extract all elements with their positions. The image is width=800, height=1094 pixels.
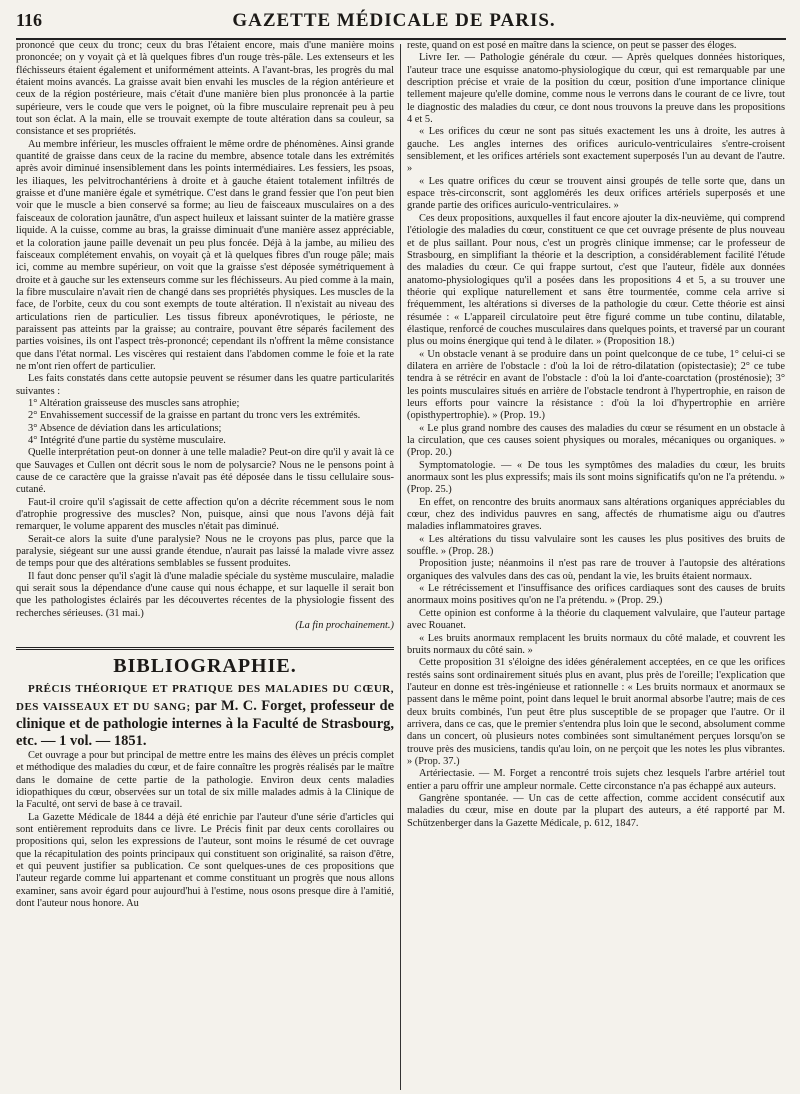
paragraph: Serait-ce alors la suite d'une paralysie? Nous ne le croyons pas plus, parce que la paralysie, siégeant sur une aussi grande étendue, n'aurait pas laissé la malade vivre assez de temps pour que des altérations semblables se fussent produites.: [16, 533, 394, 570]
list-item: 3° Absence de déviation dans les articulations;: [28, 422, 222, 434]
bibliography-heading: BIBLIOGRAPHIE.: [113, 654, 297, 677]
book-title-caps: PRÉCIS THÉORIQUE ET PRATIQUE DES MALADIES DU CŒUR, DES VAISSEAUX ET DU SANG;: [16, 682, 394, 713]
paragraph: Faut-il croire qu'il s'agissait de cette affection qu'on a décrite récemment sous le nom d'atrophie progressive des muscles? Non, puisque, ainsi que nous l'avons déjà fait remarquer, le volume apparent des muscles n'était pas diminué.: [16, 496, 394, 533]
journal-title: GAZETTE MÉDICALE DE PARIS.: [232, 10, 556, 31]
list-item: 2° Envahissement successif de la graisse en partant du tronc vers les extrémités.: [28, 410, 361, 422]
paragraph: Ces deux propositions, auxquelles il faut encore ajouter la dix-neuvième, qui comprend l'étiologie des maladies du cœur, constituent ce que cet ouvrage présente de plus nouveau et de plus saillant. Pour nous, c'est un progrès clinique immense; car le professeur de Strasbourg, en simplifiant la théorie et la description, a considérablement facilité l'étude des maladies du cœur. Ce qui frappe surtout, c'est que l'auteur, fidèle aux données anatomo-physiologiques qu'il a posées dans les propositions 4 et 5, a su trouver une théorie qui explique naturellement et sans être tourmentée, comme cela arrive si fréquemment, les altérations si diverses de la pathologie du cœur. Cette théorie est ainsi résumée : « L'appareil circulatoire peut être figuré comme un tube continu, dilatable, élastique, renforcé de couches musculaires dans quelques points, et traversé par un courant plus ou moins énergique qui tend à le dilater. » (Proposition 18.): [407, 212, 785, 348]
paragraph: Cette opinion est conforme à la théorie du claquement valvulaire, que l'auteur partage avec Rouanet.: [407, 607, 785, 632]
columns: [16, 40, 786, 1090]
paragraph: Les faits constatés dans cette autopsie peuvent se résumer dans les quatre particularités suivantes :: [16, 373, 394, 397]
paragraph: Quelle interprétation peut-on donner à une telle maladie? Peut-on dire qu'il y avait là ce que Sauvages et Cullen ont décrit sous le nom de polysarcie? Nous ne le pensons point à cause de ce caractère que la graisse n'avait pas été déposée dans le tissu cellulaire sous-cutané.: [16, 447, 394, 496]
section-rule: [16, 647, 394, 650]
quote: « Le plus grand nombre des causes des maladies du cœur se résument en un obstacle à la circulation, que ces causes soient physiques ou morales, mécaniques ou organiques. » (Prop. 20.): [407, 422, 785, 459]
to-be-continued: (La fin prochainement.): [295, 620, 394, 632]
paragraph: Symptomatologie. — « De tous les symptômes des maladies du cœur, les bruits anormaux sont les plus expressifs; mais ils sont moins significatifs qu'on ne l'a prétendu. » (Prop. 25.): [407, 459, 785, 496]
page-number: 116: [16, 10, 43, 30]
right-column: [401, 40, 785, 1090]
paragraph: La Gazette Médicale de 1844 a déjà été enrichie par l'auteur d'une série d'articles qui sont entièrement reproduits dans ce livre. Le Précis finit par deux cents corollaires ou propositions qui, selon les expressions de l'auteur, sont moins le résumé de cet ouvrage que la récapitulation des points principaux qui constituent son originalité, sa raison d'être, et qui peuvent justifier sa publication. Ce sont quelques-unes de ces propositions que l'auteur regarde comme lui appartenant et comme constituant un progrès que nous allons examiner, sans avoir égard pour aujourd'hui à l'estime, nous osons presque dire à l'amitié, dont l'auteur nous honore. Au: [16, 811, 394, 909]
paragraph: Proposition juste; néanmoins il n'est pas rare de trouver à l'autopsie des altérations organiques des valvules dans des cas où, pendant la vie, les bruits étaient normaux.: [407, 558, 785, 582]
quote: « Un obstacle venant à se produire dans un point quelconque de ce tube, 1° celui-ci se dilatera en arrière de l'obstacle : d'où la loi de rétro-dilatation (opistectasie); 2° ce tube tendra à se rétrécir en avant de l'obstacle : d'où la loi d'ante-coarctation (prosténosie); 3° les points musculaires situés en arrière de l'obstacle tendront à l'hypertrophie, en raison de leurs efforts pour vaincre la résistance : d'où la loi d'hypertrophie en arrière (opisthypertrophie). » (Prop. 19.): [407, 348, 785, 422]
quote: « Les orifices du cœur ne sont pas situés exactement les uns à droite, les autres à gauche. Les angles internes des orifices auriculo-ventriculaires s'entre-croisent sensiblement, et les orifices artériels sont exactement superposés l'un au devant de l'autre. »: [407, 126, 785, 175]
paragraph: Artériectasie. — M. Forget a rencontré trois sujets chez lesquels l'arbre artériel tout entier a paru offrir une ampleur normale. Cette circonstance n'a pas échappé aux auteurs.: [407, 768, 785, 792]
list-item: 4° Intégrité d'une partie du système musculaire.: [28, 435, 226, 446]
paragraph: Cet ouvrage a pour but principal de mettre entre les mains des élèves un précis complet et méthodique des maladies du cœur, et de faire connaître les progrès réalisés par le maître dans le domaine de cette partie de la pathologie. Environ deux cents maladies idiopathiques du cœur, observées sur un total de six mille malades admis à la Clinique de la Faculté, ont servi de base à ce travail.: [16, 749, 394, 811]
paragraph: Gangrène spontanée. — Un cas de cette affection, comme accident consécutif aux maladies du cœur, mise en doute par la plupart des auteurs, a été rapporté par M. Schützenberger dans la Gazette Médicale, p. 612, 1847.: [407, 792, 785, 829]
paragraph: Au membre inférieur, les muscles offraient le même ordre de phénomènes. Ainsi grande quantité de graisse dans ceux de la racine du membre, absence totale dans les extrémités après avoir diminué insensiblement dans les points intermédiaires. Les fessiers, les psoas, les iliaques, les pelvitrochantériens à droite et à gauche étaient totalement infiltrés de graisse et d'une manière égale et symétrique. C'est dans le grand fessier que l'on peut bien voir que le muscle a bien conservé sa forme; au lieu de faisceaux musculaires on a des faisceaux de coloration jaunâtre, d'un aspect huileux et laissant suinter de la matière grasse liquide. A la cuisse, comme au bras, la graisse diminuait d'une manière assez appréciable, et la coloration jaune paille devenait un peu plus foncée. Déjà à la jambe, au milieu des faisceaux complétement envahis, on voyait çà et là quelques fibres d'un rouge pâle; mais ici, comme au membre supérieur, on voit que la graisse s'est déposée symétriquement à droite et à gauche sur les extenseurs comme sur les fléchisseurs. Au pied comme à la main, la fibre musculaire n'avait rien de changé dans ses propriétés physiques. Les muscles de la face, de l'orbite, ceux du cou sont exempts de toute altération. Il n'existait au niveau des articulations rien de particulier. Les tissus fibreux aponévrotiques, le périoste, ne paraissent pas atteints par la graisse; au contraire, pouvant être séparés facilement des parties voisines, ils ont l'aspect très-prononcé; cependant ils n'offrent la même consistance que dans l'état normal. Les viscères qui restaient dans l'abdomen comme le foie et la rate ne m'ont rien offert de particulier.: [16, 138, 394, 372]
page-header: [16, 10, 786, 36]
quote: « Les bruits anormaux remplacent les bruits normaux du côté malade, et couvrent les bruits normaux du côté sain. »: [407, 632, 785, 656]
paragraph: Cette proposition 31 s'éloigne des idées généralement acceptées, en ce que les orifices restés sains sont ordinairement situés plus en avant, plus près de l'oreille; l'explication que l'auteur en donne est très-ingénieuse et rationnelle : « Les bruits normaux et anormaux se passent dans le même point, point dans lequel le bruit anormal absorbe l'autre; mais de ces deux bruits combinés, l'un peut être plus susceptible de se propager que l'autre. Or il arrivera, dans ce cas, que le premier s'entendra plus loin que le second, absolument comme dans un concert, où plusieurs notes combinées sont simultanément perçues lorsqu'on se trouve près des musiciens, tandis qu'au loin, on ne perçoit que les notes les plus vibrantes. » (Prop. 37.): [407, 657, 785, 767]
book-title: [16, 680, 394, 750]
book-title-author: par M. C. Forget, professeur de clinique et de pathologie internes à la Faculté de Strasbourg, etc. — 1 vol. — 1851.: [16, 697, 395, 749]
paragraph: reste, quand on est posé en maître dans la science, on peut se passer des éloges.: [407, 40, 737, 51]
paragraph: En effet, on rencontre des bruits anormaux sans altérations organiques appréciables du cœur, chez des individus pauvres en sang, affectés de rhumatisme aigu ou d'autres maladies inflammatoires graves.: [407, 496, 785, 533]
quote: « Le rétrécissement et l'insuffisance des orifices cardiaques sont des causes de bruits anormaux moins positives qu'on ne l'a prétendu. » (Prop. 29.): [407, 583, 785, 607]
paragraph: Livre Ier. — Pathologie générale du cœur. — Après quelques données historiques, l'auteur trace une esquisse anatomo-physiologique du cœur, qui est remarquable par une description précise et vraie de la position du cœur, position d'une importance clinique tellement majeure qu'elle domine, comme nous le verrons dans le courant de ce livre, tout le diagnostic des maladies du cœur, ce dont nous trouvons la preuve dans les propositions 4 et 5.: [407, 52, 785, 126]
list-item: 1° Altération graisseuse des muscles sans atrophie;: [28, 397, 240, 409]
left-column: [16, 40, 400, 1090]
paragraph: prononcé que ceux du tronc; ceux du bras l'étaient encore, mais d'une manière moins prononcée; on y voyait çà et là quelques fibres d'un rouge très-pâle. Les extenseurs et les fléchisseurs étaient également et uniformément atteints. A l'avant-bras, les progrès du mal étaient moins avancés. La graisse avait bien envahi les muscles de la région antérieure et ceux de la région postérieure, mais c'était d'une manière bien plus prononcée à la partie supérieure, vers le coude que vers le poignet, où la fibre musculaire reprenait peu à peu tout son éclat. A la main, elle se trouvait exempte de toute altération dans sa couleur, sa consistance et ses propriétés.: [16, 40, 394, 138]
quote: « Les altérations du tissu valvulaire sont les causes les plus positives des bruits de souffle. » (Prop. 28.): [407, 533, 785, 558]
quote: « Les quatre orifices du cœur se trouvent ainsi groupés de telle sorte que, dans un espace très-circonscrit, sont agglomérés les deux orifices artériels superposés et une grande partie des orifices auriculo-ventriculaires. »: [407, 175, 785, 212]
paragraph: Il faut donc penser qu'il s'agit là d'une maladie spéciale du système musculaire, maladie qui serait sous la dépendance d'une cause qui nous échappe, et sur laquelle il serait bon que les pathologistes éclairés par les découvertes récentes de la physiologie fissent des recherches sérieuses. (31 mai.): [16, 570, 394, 619]
